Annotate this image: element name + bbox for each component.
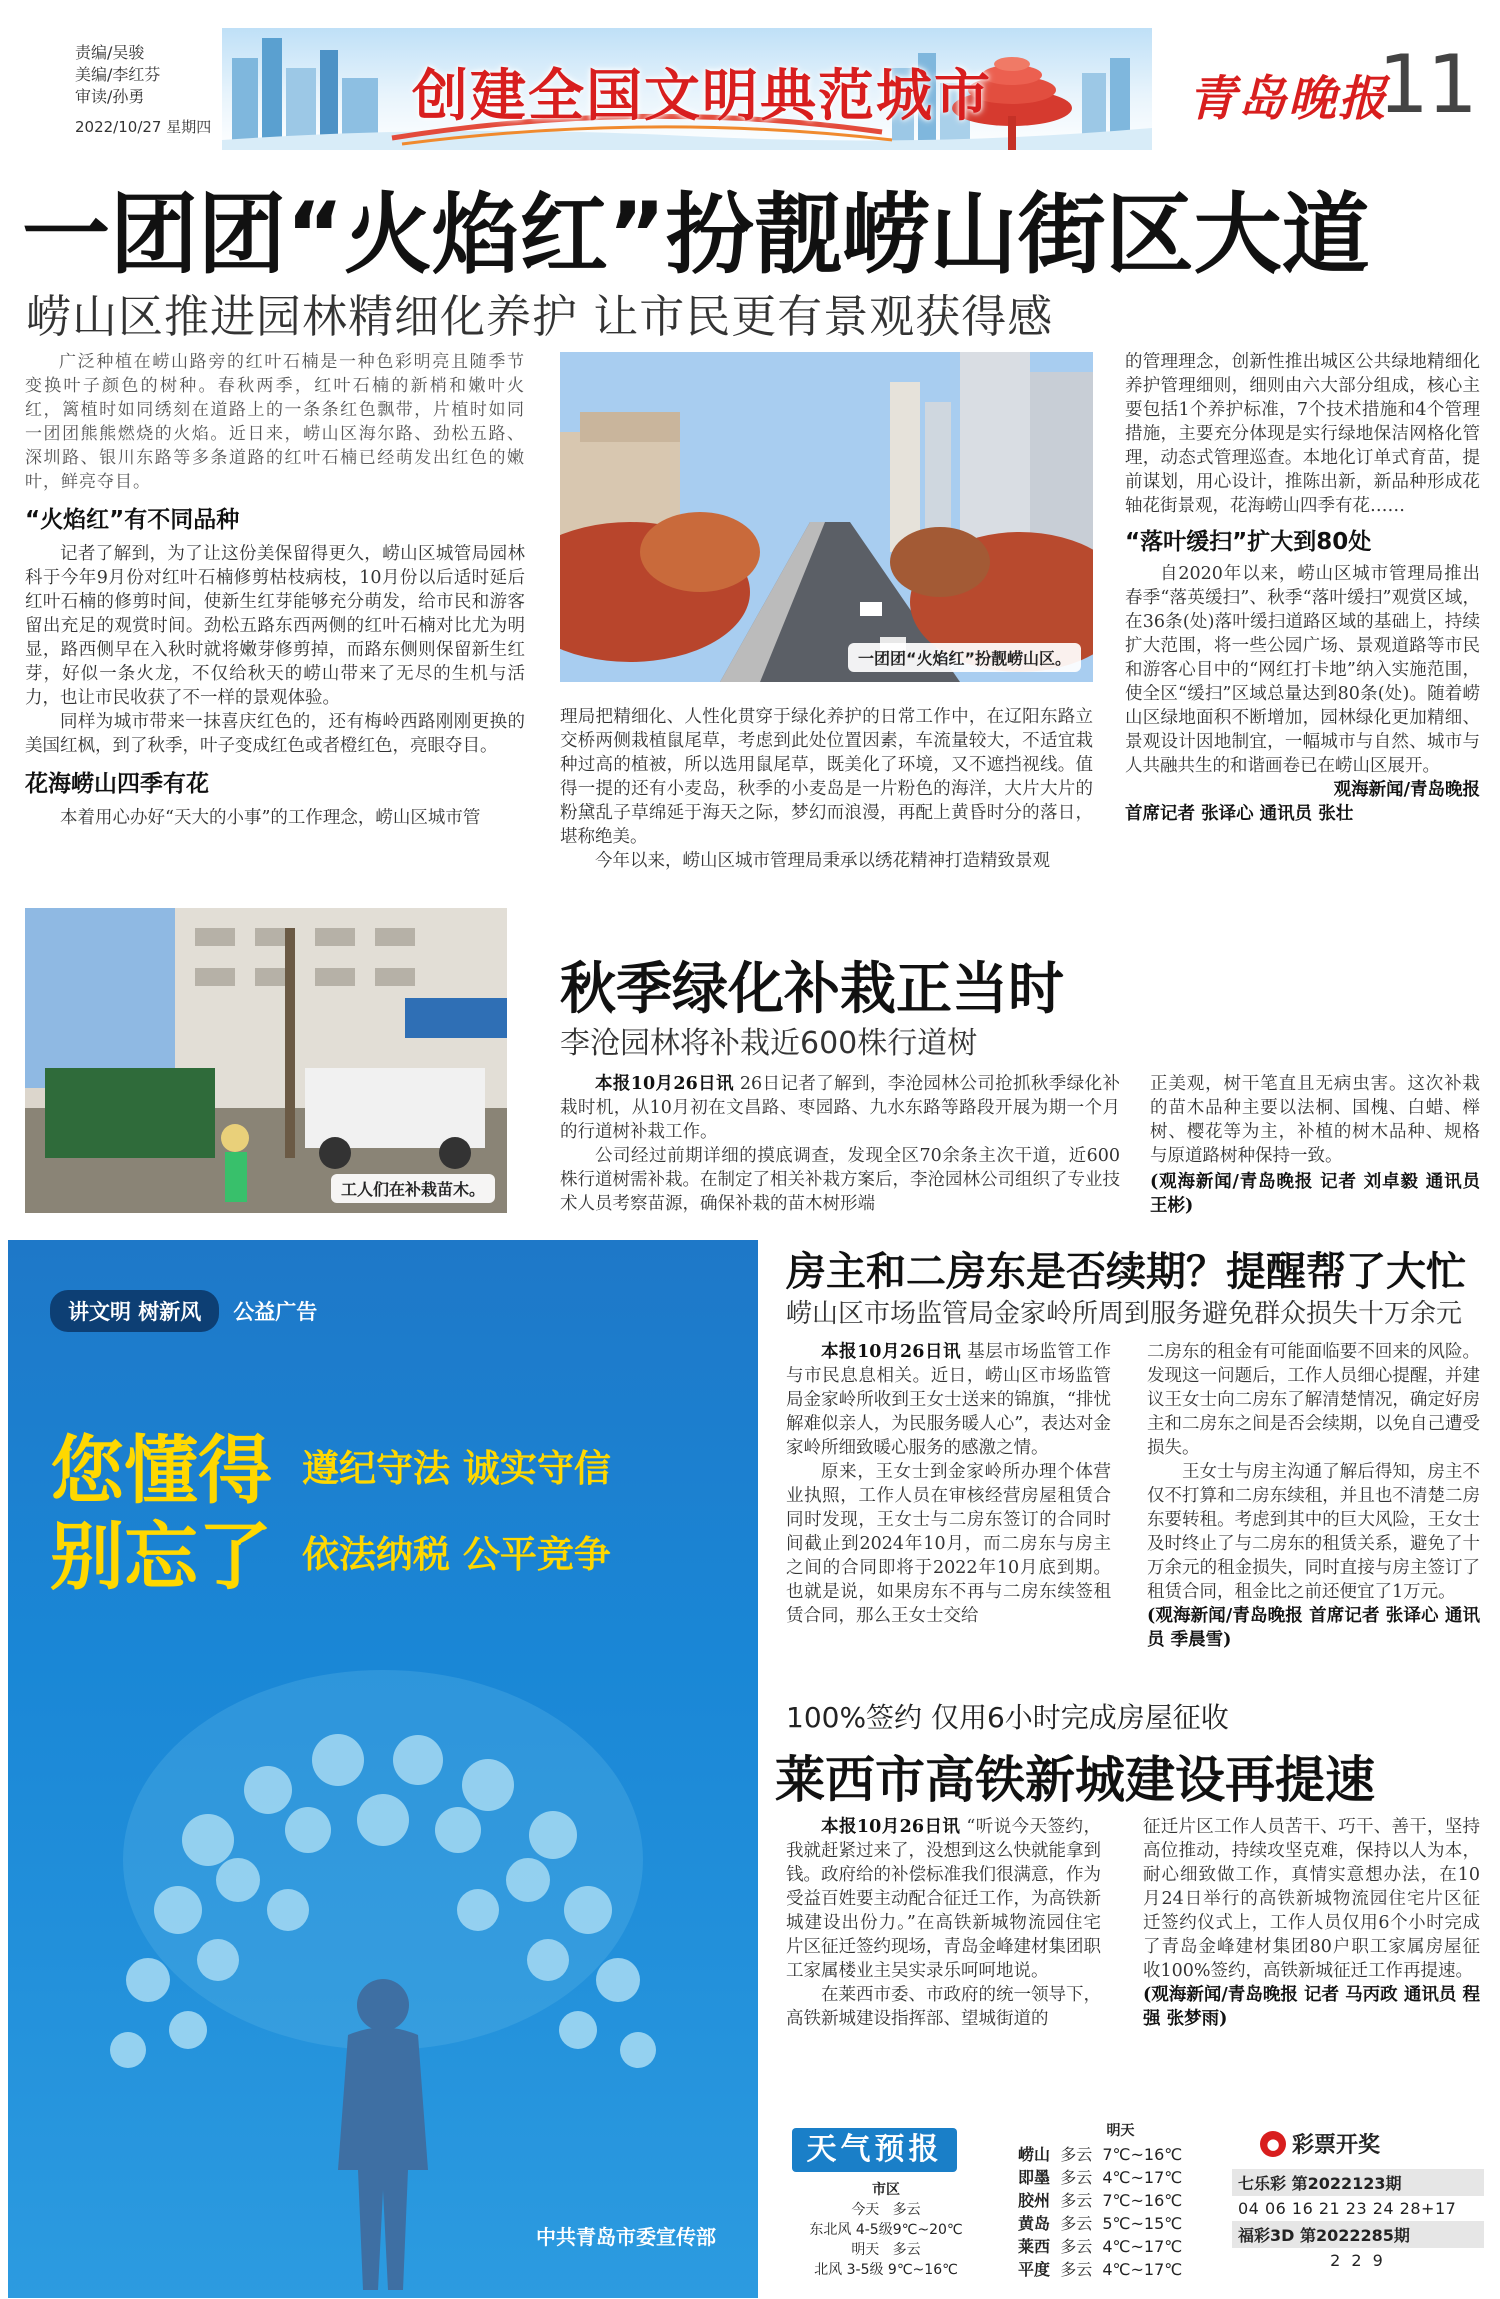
rail-col-left [786, 1815, 1101, 2031]
editor-credit: 责编/吴骏 [75, 43, 145, 62]
weather-box [786, 2120, 1226, 2298]
main-col-right [1125, 350, 1480, 826]
main-byline-outlet: 观海新闻/青岛晚报 [1333, 780, 1480, 800]
district-row: 即墨 多云 4℃~17℃ [1018, 2168, 1183, 2187]
main-mid-p1: 理局把精细化、人性化贯穿于绿化养护的日常工作中，在辽阳东路立交桥两侧栽植鼠尾草，考虑到此处位置因素，车流量较大，不适宜栽种过高的植被，所以选用鼠尾草，既美化了环境，又不遮挡视线。值得一提的还有小麦岛，秋季的小麦岛是一片粉色的海洋，大片大片的粉黛乱子草绵延于海天之际，梦幻而浪漫，再配上黄昏时分的落日，堪称绝美。 [560, 707, 1093, 847]
main-section2-p1: 本着用心办好“天大的小事”的工作理念，崂山区城市管 [60, 808, 481, 828]
weather-tomorrow-sky: 多云 [892, 2242, 921, 2258]
main-right-p1: 的管理理念，创新性推出城区公共绿地精细化养护管理细则，细则由六大部分组成，核心主要包括1个养护标准，7个技术措施和4个管理措施，主要充分体现是实行绿地保洁网格化管理，动态式管理巡查。本地化订单式育苗，提前谋划，用心设计，推陈出新，新品种形成花轴花街景观，花海崂山四季有花…… [1125, 352, 1480, 516]
rail-p2: 在莱西市委、市政府的统一领导下，高铁新城建设指挥部、望城街道的 [786, 1985, 1101, 2029]
art-editor-credit: 美编/李红芬 [75, 65, 161, 84]
main-section3-title: “落叶缓扫”扩大到80处 [1125, 529, 1372, 555]
main-section1-p2: 同样为城市带来一抹喜庆红色的，还有梅岭西路刚刚更换的美国红枫，到了秋季，叶子变成红色或者橙红色，亮眼夺目。 [25, 712, 525, 756]
planting-photo [25, 908, 507, 1213]
ad-line2 [50, 1498, 611, 1604]
district-row: 平度 多云 4℃~17℃ [1018, 2260, 1183, 2279]
newspaper-logo: 青岛晚报 [1188, 71, 1389, 127]
ad-line1-big: 您懂得 [50, 1428, 272, 1514]
ad-tag-right: 公益广告 [233, 1300, 318, 1324]
weather-city-label: 市区 [872, 2182, 900, 2198]
landlord-col-left [786, 1340, 1111, 1628]
lottery-box [1232, 2128, 1484, 2293]
planting-headline: 秋季绿化补栽正当时 [560, 957, 1064, 1022]
ad-line2-small: 依法纳税 公平竞争 [302, 1533, 611, 1576]
weather-today-sky: 多云 [892, 2202, 921, 2218]
landlord-col-right [1147, 1340, 1480, 1652]
planting-photo-caption: 工人们在补栽苗木。 [331, 1174, 495, 1203]
lottery-icon: ● [1260, 2131, 1286, 2157]
lottery-header [1260, 2128, 1484, 2159]
planting-col-right [1150, 1072, 1480, 1218]
ad-line1-small: 遵纪守法 诚实守信 [302, 1447, 611, 1490]
main-section2-title: 花海崂山四季有花 [25, 771, 209, 797]
civilization-banner [222, 28, 1152, 150]
main-headline: 一团团“火焰红”扮靓崂山街区大道 [22, 183, 1370, 286]
rail-headline: 莱西市高铁新城建设再提速 [775, 1751, 1375, 1809]
landlord-p2: 原来，王女士到金家岭所办理个体营业执照，工作人员在审核经营房屋租赁合同时发现，王女士与二房东签订的合同时间截止到2024年10月，而二房东与房主之间的合同即将于2022年10月底到期。也就是说，如果房东不再与二房东续签租赁合同，那么王女士交给 [786, 1462, 1111, 1626]
main-section3-p1: 自2020年以来，崂山区城市管理局推出春季“落英缓扫”、秋季“落叶缓扫”观赏区域，在36条(处)落叶缓扫道路区域的基础上，持续扩大范围，将一些公园广场、景观道路等市民和游客心目中的“网红打卡地”纳入实施范围，使全区“缓扫”区域总量达到80条(处)。随着崂山区绿地面积不断增加，园林绿化更加精细、景观设计因地制宜，一幅城市与自然、城市与人共融共生的和谐画卷已在崂山区展开。 [1125, 564, 1480, 776]
rail-p3: 征迁片区工作人员苦干、巧干、善干，坚持高位推动，持续攻坚克难，保持以人为本，耐心细致做工作，真情实意想办法，在10月24日举行的高铁新城物流园住宅片区征迁签约仪式上，工作人员仅用6个小时完成了青岛金峰建材集团80户职工家属房屋征收100%签约，高铁新城征迁工作再提速。 [1143, 1817, 1480, 1981]
weather-today-wind-temp: 东北风 4-5级9℃~20℃ [809, 2222, 963, 2238]
banner-slogan: 创建全国文明典范城市 [412, 64, 992, 129]
weather-city [786, 2180, 986, 2280]
landlord-p4: 王女士与房主沟通了解后得知，房主不仅不打算和二房东续租，并且也不清楚二房东要转租。考虑到其中的巨大风险，王女士及时终止了与二房东的租赁关系，避免了十万余元的租金损失，同时直接与房主签订了租赁合同，租金比之前还便宜了1万元。 [1147, 1462, 1480, 1602]
landlord-p1: 基层市场监管工作与市民息息相关。近日，崂山区市场监管局金家岭所收到王女士送来的锦旗，“排忧解难似亲人，为民服务暖人心”，表达对金家岭所细致暖心服务的感激之情。 [786, 1342, 1111, 1458]
weather-today-label: 今天 [851, 2202, 880, 2218]
hands-tree-graphic [8, 1610, 758, 2290]
page-number: 11 [1378, 38, 1476, 131]
landlord-p3: 二房东的租金有可能面临要不回来的风险。发现这一问题后，工作人员细心提醒，并建议王女士向二房东了解清楚情况，确定好房主和二房东之间是否会续期，以免自己遭受损失。 [1147, 1342, 1480, 1458]
planting-byline: (观海新闻/青岛晚报 记者 刘卓毅 通讯员 王彬) [1150, 1172, 1480, 1216]
ad-line2-big: 别忘了 [50, 1514, 272, 1600]
planting-scene-graphic [25, 908, 507, 1213]
main-col1 [25, 350, 525, 830]
rail-p1: “听说今天签约，我就赶紧过来了，没想到这么快就能拿到钱。政府给的补偿标准我们很满意，作为受益百姓要主动配合征迁工作，为高铁新城建设出份力。”在高铁新城物流园住宅片区征迁签约现场，青岛金峰建材集团职工家属楼业主吴实录乐呵呵地说。 [786, 1817, 1101, 1981]
district-row: 崂山 多云 7℃~16℃ [1018, 2145, 1183, 2164]
fc3d-numbers: 2 2 9 [1330, 2251, 1386, 2270]
qlc-numbers: 04 06 16 21 23 24 28+17 [1238, 2199, 1457, 2218]
issue-date: 2022/10/27 星期四 [75, 118, 212, 136]
landlord-headline: 房主和二房东是否续期？提醒帮了大忙 [786, 1249, 1466, 1295]
planting-subheadline: 李沧园林将补栽近600株行道树 [560, 1026, 978, 1061]
planting-lead: 本报10月26日讯 [595, 1074, 734, 1094]
ad-sponsor: 中共青岛市委宣传部 [536, 2225, 716, 2249]
district-row: 莱西 多云 4℃~17℃ [1018, 2237, 1183, 2256]
weather-districts-header: 明天 [1106, 2123, 1135, 2139]
landlord-subheadline: 崂山区市场监管局金家岭所周到服务避免群众损失十万余元 [786, 1299, 1463, 1329]
landlord-byline: (观海新闻/青岛晚报 首席记者 张译心 通讯员 季晨雪) [1147, 1606, 1480, 1650]
planting-right-text: 正美观，树干笔直且无病虫害。这次补栽的苗木品种主要以法桐、国槐、白蜡、榉树、樱花等为主，补植的树木品种、规格与原道路树种保持一致。 [1150, 1074, 1480, 1166]
ad-tag-left: 讲文明 树新风 [50, 1290, 219, 1332]
main-section1-p1: 记者了解到，为了让这份美保留得更久，崂山区城管局园林科于今年9月份对红叶石楠修剪枯枝病枝，10月份以后适时延后红叶石楠的修剪时间，使新生红芽能够充分萌发，给市民和游客留出充足的观赏时间。劲松五路东西两侧的红叶石楠对比尤为明显，路西侧早在入秋时就将嫩芽修剪掉，而路东侧则保留新生红芽，好似一条火龙，不仅给秋天的崂山带来了无尽的生机与活力，也让市民收获了不一样的景观体验。 [25, 544, 525, 708]
district-row: 胶州 多云 7℃~16℃ [1018, 2191, 1183, 2210]
district-row: 黄岛 多云 5℃~15℃ [1018, 2214, 1183, 2233]
weather-tomorrow-label: 明天 [851, 2242, 880, 2258]
main-photo-caption: 一团团“火焰红”扮靓崂山区。 [848, 643, 1081, 672]
main-col-mid [560, 705, 1093, 873]
main-subheadline: 崂山区推进园林精细化养护 让市民更有景观获得感 [26, 290, 1054, 343]
rail-col-right [1143, 1815, 1480, 2031]
main-section1-title: “火焰红”有不同品种 [25, 507, 240, 533]
main-intro: 广泛种植在崂山路旁的红叶石楠是一种色彩明亮且随季节变换叶子颜色的树种。春秋两季，红叶石楠的新梢和嫩叶火红，篱植时如同绣刻在道路上的一条条红色飘带，片植时如同一团团熊熊燃烧的火焰。近日来，崂山区海尔路、劲松五路、深圳路、银川东路等多条道路的红叶石楠已经萌发出红色的嫩叶，鲜亮夺目。 [25, 352, 525, 492]
rail-kicker: 100%签约 仅用6小时完成房屋征收 [786, 1701, 1229, 1734]
main-photo [560, 352, 1093, 682]
street-scene-graphic [560, 352, 1093, 682]
weather-tomorrow-wind-temp: 北风 3-5级 9℃~16℃ [814, 2262, 958, 2278]
masthead-credits [75, 42, 211, 138]
landlord-lead: 本报10月26日讯 [821, 1342, 962, 1362]
rail-byline: (观海新闻/青岛晚报 记者 马丙政 通讯员 程强 张梦雨) [1143, 1985, 1480, 2029]
planting-p1: 26日记者了解到，李沧园林公司抢抓秋季绿化补栽时机，从10月初在文昌路、枣园路、九水东路等路段开展为期一个月的行道树补栽工作。 [560, 1074, 1120, 1142]
proofreader-credit: 审读/孙勇 [75, 87, 145, 106]
fc3d-label: 福彩3D 第2022285期 [1232, 2221, 1484, 2248]
weather-title: 天气预报 [792, 2128, 957, 2172]
lottery-title: 彩票开奖 [1292, 2133, 1381, 2158]
planting-p2: 公司经过前期详细的摸底调查，发现全区70余条主次干道，近600株行道树需补栽。在制定了相关补栽方案后，李沧园林公司组织了专业技术人员考察苗源，确保补栽的苗木树形端 [560, 1146, 1120, 1214]
qlc-label: 七乐彩 第2022123期 [1232, 2169, 1484, 2196]
planting-col-left [560, 1072, 1120, 1216]
main-mid-p2: 今年以来，崂山区城市管理局秉承以绣花精神打造精致景观 [595, 851, 1050, 871]
ad-tag [50, 1290, 317, 1332]
rail-lead: 本报10月26日讯 [821, 1817, 961, 1837]
weather-districts [1018, 2120, 1223, 2281]
public-service-ad [8, 1240, 758, 2298]
main-byline-reporters: 首席记者 张译心 通讯员 张壮 [1125, 804, 1354, 824]
